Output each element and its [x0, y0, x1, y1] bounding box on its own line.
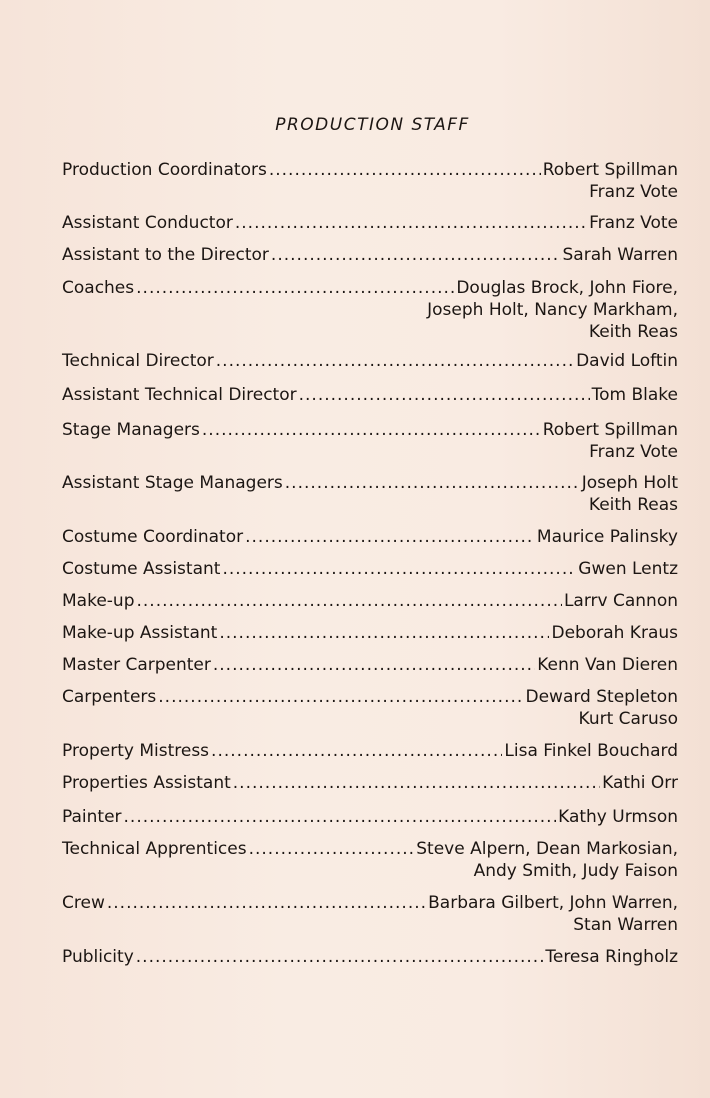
dot-leader	[107, 892, 426, 914]
dot-leader	[249, 838, 415, 860]
dot-leader	[213, 654, 535, 676]
staff-name: Robert Spillman	[542, 160, 678, 180]
staff-name: Andy Smith, Judy Faison	[473, 861, 678, 881]
role-label: Assistant Conductor	[62, 213, 233, 233]
staff-entry	[62, 622, 678, 644]
staff-entry	[62, 686, 678, 730]
role-label: Coaches	[62, 278, 135, 298]
staff-name: Teresa Ringholz	[545, 947, 678, 967]
staff-entry	[62, 472, 678, 516]
staff-entry	[62, 946, 678, 968]
staff-entry	[62, 558, 678, 580]
staff-name: Kenn Van Dieren	[537, 655, 678, 675]
dot-leader	[202, 419, 541, 441]
dot-leader	[245, 526, 535, 548]
dot-leader	[222, 558, 576, 580]
role-label: Painter	[62, 807, 122, 827]
dot-leader	[216, 350, 574, 372]
staff-name: Tom Blake	[591, 385, 678, 405]
role-label: Assistant Technical Director	[62, 385, 297, 405]
role-label: Production Coordinators	[62, 160, 267, 180]
role-label: Costume Assistant	[62, 559, 221, 579]
staff-name: Franz Vote	[589, 182, 678, 202]
staff-name: Deborah Kraus	[551, 623, 678, 643]
role-label: Publicity	[62, 947, 134, 967]
staff-name: Maurice Palinsky	[536, 527, 678, 547]
staff-entry	[62, 654, 678, 676]
staff-name: Sarah Warren	[562, 245, 678, 265]
role-label: Technical Apprentices	[62, 839, 247, 859]
staff-name: Kurt Caruso	[578, 709, 678, 729]
staff-entry	[62, 838, 678, 882]
role-label: Assistant Stage Managers	[62, 473, 283, 493]
staff-name: Steve Alpern, Dean Markosian,	[416, 839, 678, 859]
role-label: Crew	[62, 893, 105, 913]
staff-name: Deward Stepleton	[525, 687, 678, 707]
role-label: Stage Managers	[62, 420, 200, 440]
staff-name: Franz Vote	[589, 442, 678, 462]
staff-name: Joseph Holt, Nancy Markham,	[427, 300, 678, 320]
dot-leader	[235, 212, 587, 234]
staff-name: Gwen Lentz	[578, 559, 678, 579]
staff-name: Joseph Holt	[581, 473, 678, 493]
dot-leader	[271, 244, 561, 266]
staff-name: Kathy Urmson	[558, 807, 678, 827]
staff-entry	[62, 159, 678, 203]
staff-name: Kathi Orr	[602, 773, 678, 793]
dot-leader	[285, 472, 580, 494]
dot-leader	[299, 384, 590, 406]
role-label: Assistant to the Director	[62, 245, 269, 265]
staff-entry	[62, 806, 678, 828]
staff-name: Keith Reas	[588, 322, 678, 342]
staff-entry	[62, 244, 678, 266]
staff-entry	[62, 419, 678, 463]
role-label: Make-up	[62, 591, 135, 611]
dot-leader	[233, 772, 600, 794]
dot-leader	[158, 686, 523, 708]
staff-entry	[62, 350, 678, 372]
staff-entry	[62, 384, 678, 406]
staff-name: David Loftin	[576, 351, 678, 371]
staff-entry	[62, 212, 678, 234]
staff-entry	[62, 590, 678, 612]
role-label: Costume Coordinator	[62, 527, 244, 547]
dot-leader	[136, 277, 454, 299]
staff-name: Franz Vote	[589, 213, 678, 233]
dot-leader	[219, 622, 549, 644]
role-label: Properties Assistant	[62, 773, 231, 793]
dot-leader	[136, 946, 544, 968]
staff-name: Stan Warren	[573, 915, 678, 935]
dot-leader	[136, 590, 561, 612]
staff-name: Douglas Brock, John Fiore,	[456, 278, 678, 298]
dot-leader	[124, 806, 557, 828]
staff-name: Lisa Finkel Bouchard	[504, 741, 678, 761]
staff-name: Keith Reas	[588, 495, 678, 515]
role-label: Carpenters	[62, 687, 157, 707]
page-title: PRODUCTION STAFF	[275, 115, 470, 135]
staff-entry	[62, 892, 678, 936]
dot-leader	[269, 159, 541, 181]
staff-name: Robert Spillman	[542, 420, 678, 440]
staff-entry	[62, 740, 678, 762]
role-label: Technical Director	[62, 351, 214, 371]
staff-entry	[62, 526, 678, 548]
role-label: Master Carpenter	[62, 655, 211, 675]
role-label: Property Mistress	[62, 741, 210, 761]
role-label: Make-up Assistant	[62, 623, 218, 643]
staff-entry	[62, 772, 678, 794]
dot-leader	[211, 740, 502, 762]
staff-entry	[62, 277, 678, 343]
staff-name: Barbara Gilbert, John Warren,	[428, 893, 678, 913]
staff-name: Larrv Cannon	[563, 591, 678, 611]
